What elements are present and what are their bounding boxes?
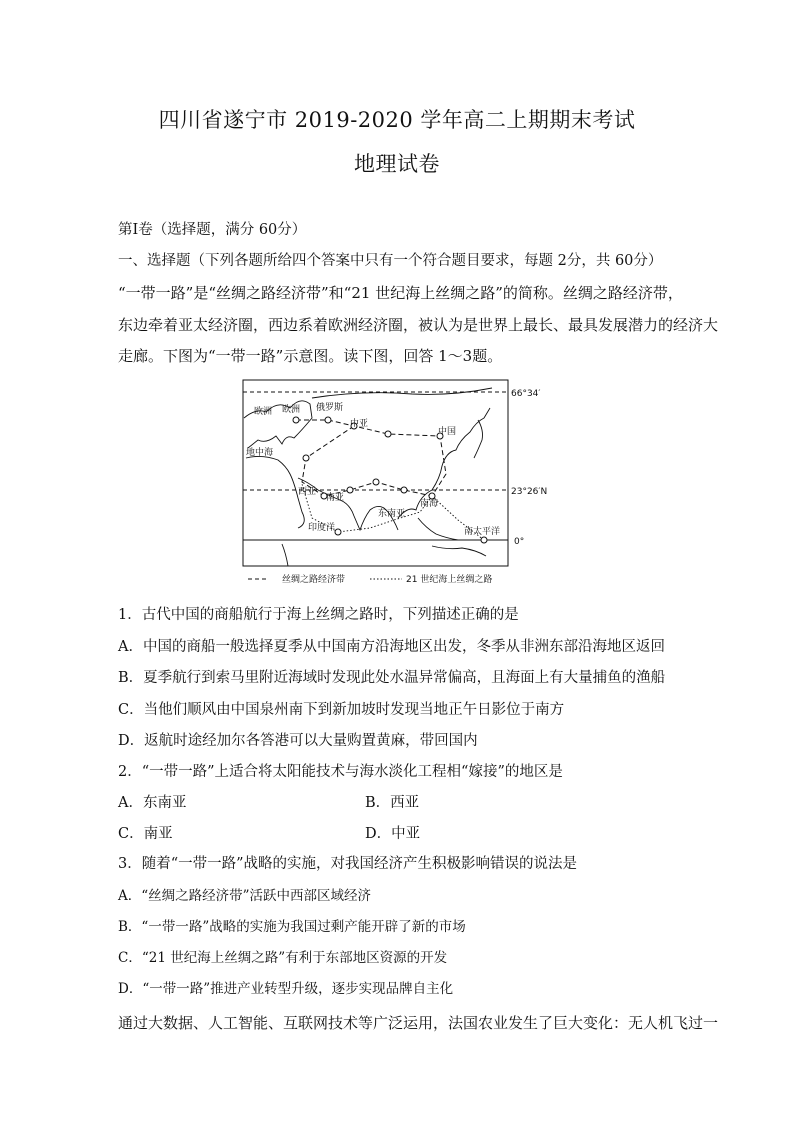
map-label-europe: 欧洲 (254, 407, 273, 417)
next-passage-line: 通过大数据、人工智能、互联网技术等广泛运用，法国农业发生了巨大变化：无人机飞过一 (118, 1014, 719, 1032)
question-stem: 1．古代中国的商船航行于海上丝绸之路时，下列描述正确的是 (118, 607, 519, 623)
map-label-europe-2: 欧洲 (282, 405, 301, 415)
option-d: D．返航时途经加尔各答港可以大量购置黄麻，带回国内 (118, 733, 478, 749)
intro-line: “一带一路”是“丝绸之路经济带”和“21 世纪海上丝绸之路”的简称。丝绸之路经济带， (118, 284, 683, 302)
map-label-south-sea: 南海 (420, 499, 439, 509)
option-c: C．“21 世纪海上丝绸之路”有利于东部地区资源的开发 (118, 950, 448, 966)
map-label-russia: 俄罗斯 (316, 403, 344, 413)
map-label-central-asia: 中亚 (350, 419, 369, 429)
part-heading: 第Ⅰ卷（选择题，满分 60分） (118, 222, 307, 238)
lat-label-tropic: 23°26′N (511, 487, 548, 497)
legend-sea-route: 21 世纪海上丝绸之路 (406, 575, 493, 585)
option-b: B．夏季航行到索马里附近海域时发现此处水温异常偏高，且海面上有大量捕鱼的渔船 (118, 670, 666, 686)
option-b: B．西亚 (365, 795, 420, 811)
option-d: D．中亚 (365, 826, 421, 842)
map-label-indian-ocean: 印度洋 (308, 523, 336, 533)
intro-line: 东边牵着亚太经济圈，西边系着欧洲经济圈，被认为是世界上最长、最具发展潜力的经济大 (118, 316, 719, 334)
exam-title: 四川省遂宁市 2019-2020 学年高二上期期末考试 (158, 108, 636, 132)
lat-label-arctic: 66°34′ (511, 389, 541, 399)
map-label-china: 中国 (438, 427, 457, 437)
legend-land-route: 丝绸之路经济带 (282, 575, 346, 585)
map-label-west-asia: 西亚 (298, 487, 317, 497)
exam-subtitle: 地理试卷 (354, 152, 440, 176)
map-label-south-pacific: 南太平洋 (464, 527, 501, 537)
option-c: C．南亚 (118, 826, 173, 842)
lat-label-equator: 0° (514, 537, 525, 547)
option-c: C．当他们顺风由中国泉州南下到新加坡时发现当地正午日影位于南方 (118, 702, 565, 718)
map-label-south-asia: 南亚 (326, 493, 345, 503)
option-a: A．“丝绸之路经济带”活跃中西部区域经济 (118, 888, 372, 904)
intro-line: 走廊。下图为“一带一路”示意图。读下图，回答 1～3题。 (118, 347, 503, 365)
question-stem: 2．“一带一路”上适合将太阳能技术与海水淡化工程相“嫁接”的地区是 (118, 764, 563, 780)
option-b: B．“一带一路”战略的实施为我国过剩产能开辟了新的市场 (118, 919, 466, 935)
map-label-southeast-asia: 东南亚 (378, 509, 406, 519)
section-instruction: 一、选择题（下列各题所给四个答案中只有一个符合题目要求，每题 2分，共 60分） (118, 253, 663, 269)
option-d: D．“一带一路”推进产业转型升级，逐步实现品牌自主化 (118, 981, 454, 997)
belt-road-map (242, 378, 554, 588)
option-a: A．中国的商船一般选择夏季从中国南方沿海地区出发，冬季从非洲东部沿海地区返回 (118, 639, 665, 655)
question-stem: 3．随着“一带一路”战略的实施，对我国经济产生积极影响错误的说法是 (118, 856, 578, 872)
map-label-mediterranean: 地中海 (246, 448, 274, 458)
option-a: A．东南亚 (118, 795, 187, 811)
